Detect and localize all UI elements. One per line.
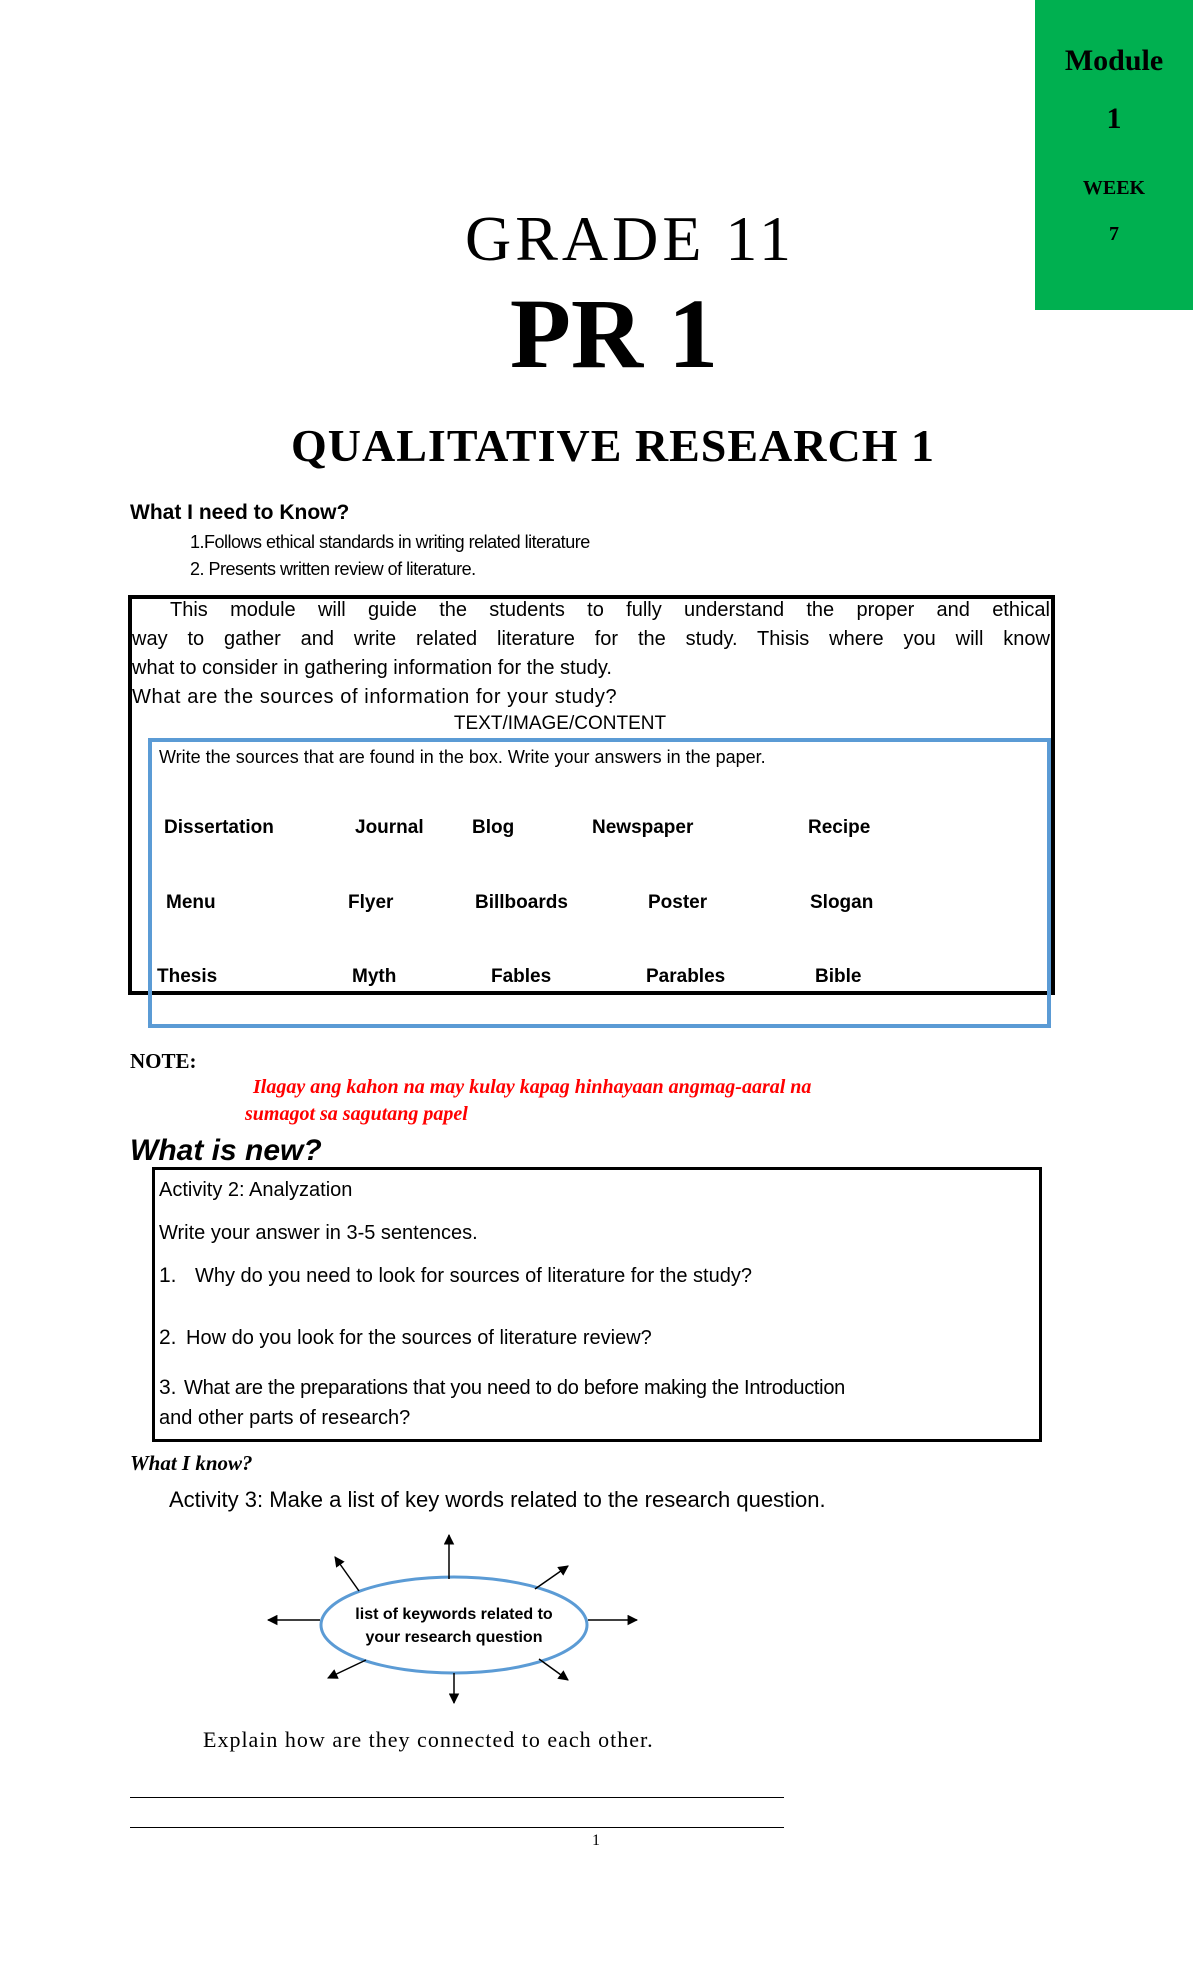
page-number: 1 — [592, 1832, 600, 1849]
source-word: Journal — [355, 817, 424, 838]
activity-2-title: Activity 2: Analyzation — [159, 1179, 353, 1201]
sources-box — [148, 738, 1051, 1028]
question-text: and other parts of research? — [159, 1407, 411, 1429]
source-word: Menu — [166, 892, 216, 913]
content-label: TEXT/IMAGE/CONTENT — [453, 713, 667, 734]
source-word: Poster — [648, 892, 708, 913]
intro-line: This module will guide the students to fully understand the proper and ethical — [170, 599, 1050, 621]
source-word: Dissertation — [164, 817, 274, 838]
objective-item: 1.Follows ethical standards in writing related literature — [190, 532, 590, 552]
source-word: Blog — [472, 817, 515, 838]
module-week-tag — [1035, 0, 1193, 310]
arrow-up-left — [335, 1557, 359, 1591]
what-i-know-heading: What I know? — [130, 1451, 253, 1475]
week-label: WEEK — [1082, 177, 1146, 199]
explain-prompt: Explain how are they connected to each other. — [203, 1727, 654, 1752]
module-number: 1 — [1106, 102, 1122, 135]
question-text: Why do you need to look for sources of literature for the study? — [195, 1265, 752, 1287]
question-number: 1. — [159, 1264, 177, 1287]
module-label: Module — [1064, 44, 1164, 77]
need-to-know-heading: What I need to Know? — [130, 501, 350, 524]
subject-heading: PR 1 — [509, 278, 719, 389]
arrow-down-right — [539, 1659, 568, 1680]
source-word: Billboards — [475, 892, 568, 913]
intro-line: way to gather and write related literature for the study. Thisis where you will know — [132, 628, 1050, 650]
week-number: 7 — [1109, 223, 1119, 245]
source-word: Newspaper — [592, 817, 694, 838]
source-word: Parables — [646, 966, 726, 987]
arrow-up-right — [535, 1566, 568, 1589]
source-word: Thesis — [157, 966, 218, 987]
source-word: Bible — [815, 966, 862, 987]
source-word: Myth — [352, 966, 397, 987]
answer-line[interactable] — [130, 1827, 784, 1828]
question-text: How do you look for the sources of literature review? — [186, 1327, 652, 1349]
question-text: What are the preparations that you need to do before making the Introduction — [184, 1377, 845, 1399]
what-is-new-heading: What is new? — [130, 1134, 322, 1167]
intro-line: what to consider in gathering information for the study. — [132, 657, 612, 679]
intro-paragraph — [132, 596, 1050, 712]
grade-heading: GRADE 11 — [464, 203, 796, 274]
activity-2-instruction: Write your answer in 3-5 sentences. — [159, 1222, 478, 1244]
question-number: 3. — [159, 1376, 177, 1399]
source-word: Slogan — [810, 892, 874, 913]
arrow-down-left — [328, 1660, 366, 1678]
activity-3-instruction: Activity 3: Make a list of key words related to the research question. — [169, 1487, 826, 1512]
sources-instruction: Write the sources that are found in the box. Write your answers in the paper. — [159, 747, 766, 767]
source-word: Flyer — [348, 892, 394, 913]
note-text: sumagot sa sagutang papel — [245, 1103, 468, 1125]
question-number: 2. — [159, 1326, 177, 1349]
module-title: QUALITATIVE RESEARCH 1 — [291, 420, 935, 471]
source-word: Recipe — [808, 817, 871, 838]
diagram-center-label: your research question — [365, 1629, 543, 1646]
intro-question: What are the sources of information for your study? — [132, 686, 618, 708]
diagram-center-label: list of keywords related to — [355, 1606, 553, 1623]
source-word: Fables — [491, 966, 552, 987]
note-text: Ilagay ang kahon na may kulay kapag hinhayaan angmag-aaral na — [253, 1076, 812, 1098]
note-label: NOTE: — [130, 1049, 197, 1073]
answer-line[interactable] — [130, 1797, 784, 1798]
objective-item: 2. Presents written review of literature. — [190, 559, 476, 579]
